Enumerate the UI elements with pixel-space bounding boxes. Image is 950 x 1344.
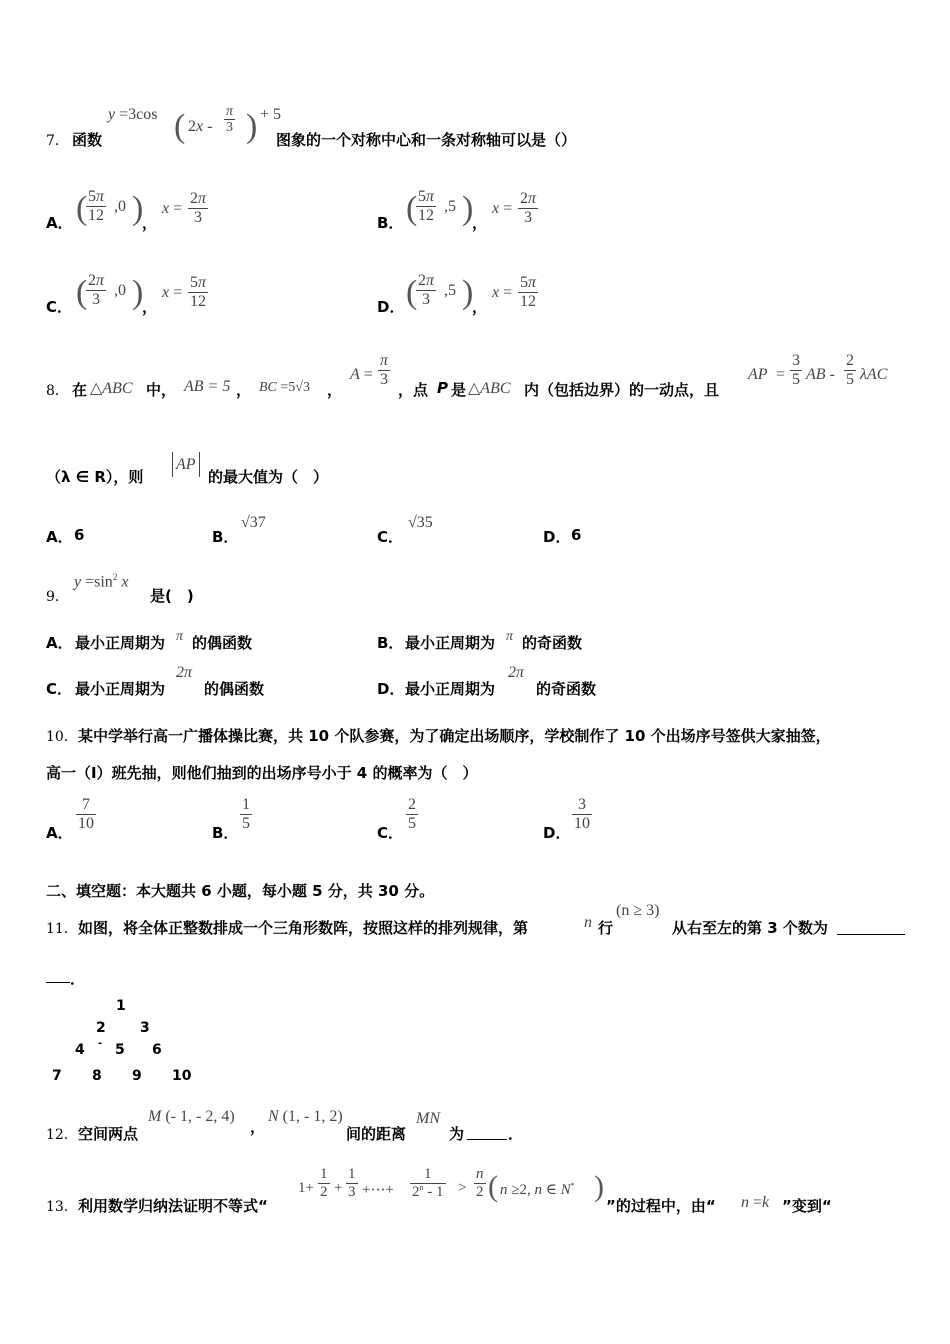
option-label: B． [377,214,404,232]
answer-blank-cont[interactable] [46,982,70,983]
ab-length: AB = 5 [184,378,231,395]
question-number: 10． [46,729,78,745]
question-number: 13． [46,1199,78,1215]
condition: (n ≥ 3) [616,902,660,919]
answer-blank[interactable] [467,1139,507,1140]
question-number: 12． [46,1127,78,1143]
question-tail: 图象的一个对称中心和一条对称轴可以是（） [276,131,577,149]
option-label: A． [46,214,73,232]
question-number: 9． [46,589,69,605]
option-label: D． [377,298,405,316]
n-equals-k: n =k [741,1194,770,1211]
option-label: C． [46,298,73,316]
triangle-abc: △ABC [90,380,133,397]
question-lead: 函数 [72,131,103,149]
question-number: 11． [46,921,78,937]
point-n: N (1, - 1, 2) [268,1108,343,1125]
section-heading: 二、填空题：本大题共 6 小题，每小题 5 分，共 30 分。 [46,882,435,900]
answer-blank[interactable] [837,934,905,935]
point-m: M (- 1, - 2, 4) [148,1108,235,1125]
question-number: 7． [46,133,69,149]
bc-length: BC =5√3 [259,380,310,395]
abs-ap: AP [172,456,200,474]
mn-distance: MN [416,1110,440,1127]
point-p: P [437,379,448,397]
question-number: 8． [46,383,69,399]
formula: $y =\sin^2$ x [74,572,129,591]
